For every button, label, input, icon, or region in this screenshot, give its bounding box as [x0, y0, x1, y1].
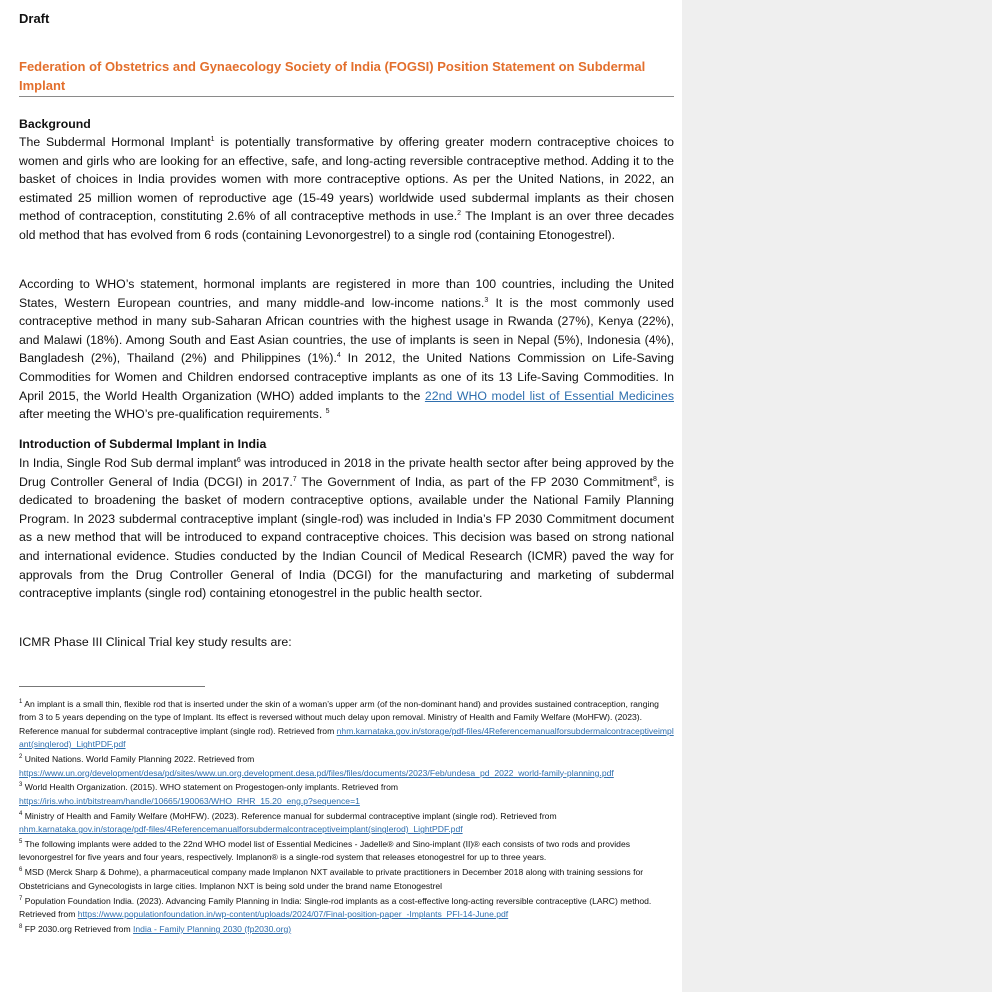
- title-divider: [19, 96, 674, 97]
- footnote: $^4$ Ministry of Health and Family Welfare (MoHFW). (2023). Reference manual for subdermal contraceptive implant (single rod). Retrieved from nhm.karnataka.gov.in/storage/pdf-files/4Referencemanualforsubdermalcontraceptiveimplant(singlerod)_LightPDF.pdf: [19, 810, 557, 835]
- background-heading: Background: [19, 117, 91, 131]
- intro-heading: Introduction of Subdermal Implant in India: [19, 437, 267, 451]
- footnote-ref[interactable]: 2: [457, 210, 462, 218]
- footnote-ref[interactable]: 4: [336, 352, 341, 360]
- footnote-ref[interactable]: 3: [484, 296, 489, 304]
- footnote: $^2$ United Nations. World Family Planning 2022. Retrieved from https://www.un.org/development/desa/pd/sites/www.un.org.development.desa.pd/files/files/documents/2023/Feb/undesa_pd_2022_world-family-planning.pdf: [19, 754, 614, 778]
- footnote: $^6$ MSD (Merck Sharp & Dohme), a pharmaceutical company made Implanon NXT available to private practitioners in December 2018 along with training sessions for Obstetricians and Gynecologists in large cities. Implanon NXT is being sold under the brand name Etonogestrel: [19, 867, 644, 891]
- footnote: $^3$ World Health Organization. (2015). WHO statement on Progestogen-only implants. Retrieved from https://iris.who.int/bitstream/handle/10665/190063/WHO_RHR_15.20_eng.p?sequence=1: [19, 782, 399, 806]
- footnote-link[interactable]: nhm.karnataka.gov.in/storage/pdf-files/4Referencemanualforsubdermalcontraceptiveimplant(singlerod)_LightPDF.pdf: [19, 824, 463, 835]
- footnote-link[interactable]: https://iris.who.int/bitstream/handle/10665/190063/WHO_RHR_15.20_eng.p?sequence=1: [19, 795, 360, 806]
- footnote-separator: [19, 686, 205, 687]
- footnote: $^5$ The following implants were added to the 22nd WHO model list of Essential Medicines - Jadelle® and Sino-implant (II)® each consists of two rods and provides levonorgestrel for five years and four years, respectively. Implanon® is a single-rod system that releases etonogestrel for up to three years.: [19, 839, 631, 863]
- viewer-background: [682, 0, 992, 992]
- who-essential-medicines-link[interactable]: 22nd WHO model list of Essential Medicines: [424, 388, 674, 403]
- footnotes: [19, 698, 674, 938]
- footnote: $^7$ Population Foundation India. (2023). Advancing Family Planning in India: Single-rod implants as a cost-effective long-acting reversible contraceptive (LARC) method. Retrieved from https://www.populationfoundation.in/wp-content/uploads/2024/07/Final-position-paper_-Implants_PFI-14-June.pdf: [19, 895, 652, 920]
- footnote-link[interactable]: nhm.karnataka.gov.in/storage/pdf-files/4Referencemanualforsubdermalcontraceptiveimplant(singlerod)_LightPDF.pdf: [19, 725, 674, 750]
- intro-paragraph-1: In India, Single Rod Sub dermal implant$^6$ was introduced in 2018 in the private health sector after being approved by the Drug Controller General of India (DCGI) in 2017.$^7$ The Government of India, as part of the FP 2030 Commitment$^8$, is dedicated to broadening the basket of modern contraceptive options, available under the National Family Planning Program. In 2023 subdermal contraceptive implant (single-rod) was included in India’s FP 2030 Commitment document as a new method that will be introduced to expand contraceptive choices. This decision was based on strong national and international evidence. Studies conducted by the Indian Council of Medical Research (ICMR) paved the way for approvals from the Drug Controller General of India (DCGI) for the manufacturing and marketing of subdermal contraceptive implants (single rod) containing etonogestrel in the public health sector.: [19, 456, 675, 601]
- footnote-ref[interactable]: 8: [652, 475, 657, 483]
- intro-paragraph-2: ICMR Phase III Clinical Trial key study results are:: [19, 635, 292, 649]
- footnote-ref[interactable]: 1: [210, 136, 215, 143]
- footnote: $^8$ FP 2030.org Retrieved from India - Family Planning 2030 (fp2030.org): [19, 924, 292, 934]
- footnote: $^1$ An implant is a small thin, flexible rod that is inserted under the skin of a woman’s upper arm (of the non-dominant hand) and provides sustained contraception, ranging from 3 to 5 years depending on the type of Implant. Its effect is reversed without much delay upon removal. Ministry of Health and Family Welfare (MoHFW). (2023). Reference manual for subdermal contraceptive implant (single rod). Retrieved from nhm.karnataka.gov.in/storage/pdf-files/4Referencemanualforsubdermalcontraceptiveimplant(singlerod)_LightPDF.pdf: [19, 699, 674, 750]
- footnote-ref[interactable]: 6: [236, 457, 241, 464]
- footnote-link[interactable]: https://www.un.org/development/desa/pd/sites/www.un.org.development.desa.pd/files/files/documents/2023/Feb/undesa_pd_2022_world-family-planning.pdf: [19, 767, 614, 778]
- footnote-link[interactable]: India - Family Planning 2030 (fp2030.org): [133, 924, 292, 934]
- footnote-link[interactable]: https://www.populationfoundation.in/wp-content/uploads/2024/07/Final-position-paper_-Implants_PFI-14-June.pdf: [77, 909, 509, 920]
- background-paragraph-1: The Subdermal Hormonal Implant$^1$ is potentially transformative by offering greater modern contraceptive choices to women and girls who are looking for an effective, safe, and long-acting reversible contraceptive method. Adding it to the basket of choices in India provides women with more contraceptive options. As per the United Nations, in 2022, an estimated 25 million women of reproductive age (15-49 years) worldwide used subdermal implants as their chosen method of contraception, constituting 2.6% of all contraceptive methods in use.$^2$ The Implant is an over three decades old method that has evolved from 6 rods (containing Levonorgestrel) to a single rod (containing Etonogestrel).: [19, 135, 674, 242]
- draft-label: Draft: [19, 11, 50, 26]
- background-paragraph-2: According to WHO’s statement, hormonal implants are registered in more than 100 countries, including the United States, Western European countries, and many middle-and low-income nations.$^3$ It is the most commonly used contraceptive method in many sub-Saharan African countries with the highest usage in Rwanda (27%), Kenya (22%), and Malawi (18%). Among South and East Asian countries, the use of implants is seen in Nepal (5%), Indonesia (4%), Bangladesh (2%), Thailand (2%) and Philippines (1%).$^4$ In 2012, the United Nations Commission on Life-Saving Commodities for Women and Children endorsed contraceptive implants as one of its 13 Life-Saving Commodities. In April 2015, the World Health Organization (WHO) added implants to the 22nd WHO model list of Essential Medicines after meeting the WHO’s pre-qualification requirements. $^5$: [19, 277, 675, 422]
- footnote-ref[interactable]: 7: [292, 475, 297, 483]
- footnote-ref[interactable]: 5: [325, 408, 330, 416]
- document-title: Federation of Obstetrics and Gynaecology Society of India (FOGSI) Position Statement on Subdermal Implant: [19, 59, 646, 93]
